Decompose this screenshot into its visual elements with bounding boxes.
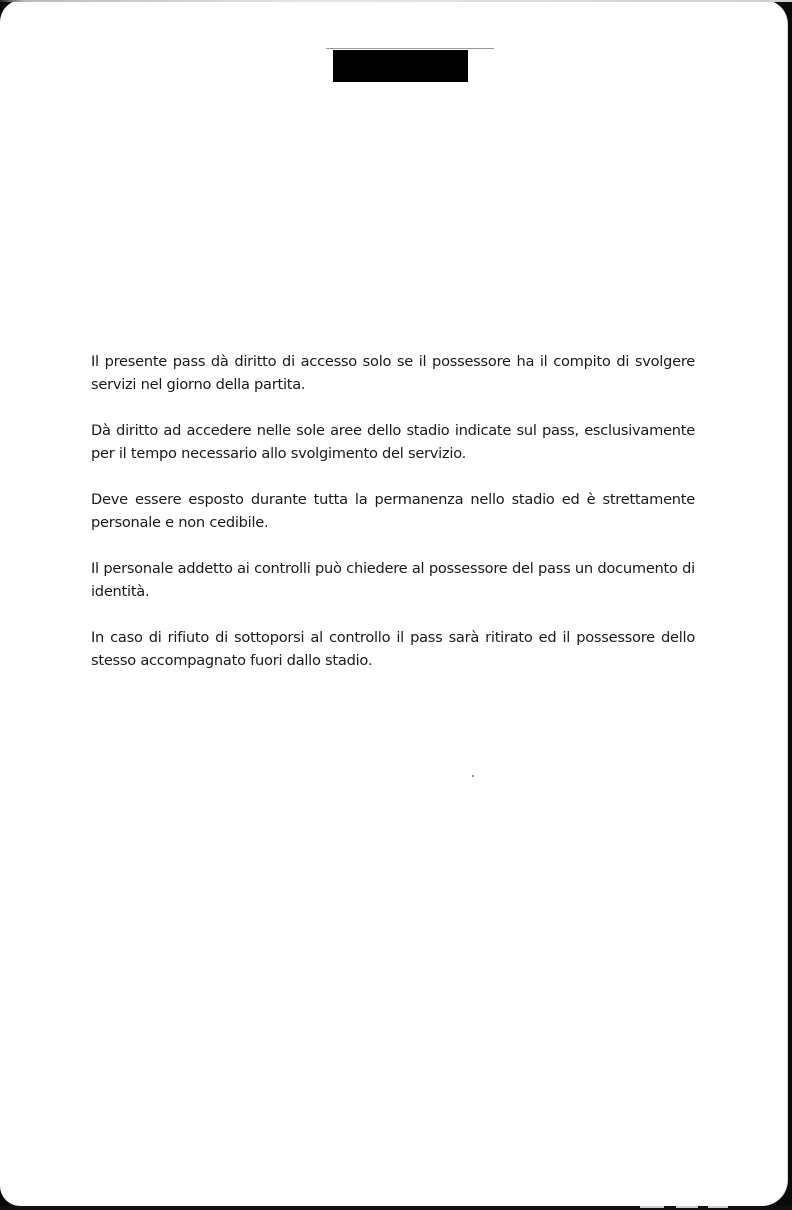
terms-paragraph-4: Il personale addetto ai controlli può chiedere al possessore del pass un documento di identità. — [91, 560, 695, 600]
terms-paragraph-5: In caso di rifiuto di sottoporsi al controllo il pass sarà ritirato ed il possessore dello stesso accompagnato fuori dallo stadio. — [91, 629, 695, 669]
card-top-edge — [0, 0, 792, 2]
terms-paragraph-2: Dà diritto ad accedere nelle sole aree dello stadio indicate sul pass, esclusivamente per il tempo necessario allo svolgimento del servizio. — [91, 422, 695, 462]
pass-terms — [91, 350, 695, 695]
terms-paragraph-1: Il presente pass dà diritto di accesso solo se il possessore ha il compito di svolgere servizi nel giorno della partita. — [91, 353, 695, 393]
slot-edge-line — [326, 48, 494, 49]
scan-bottom-dash — [640, 1206, 664, 1208]
terms-paragraph-3: Deve essere esposto durante tutta la permanenza nello stadio ed è strettamente personale e non cedibile. — [91, 491, 695, 531]
redacted-slot — [333, 50, 468, 82]
scan-bottom-dash — [676, 1206, 698, 1208]
scan-bottom-dash — [708, 1206, 728, 1208]
paper-speck — [472, 775, 474, 777]
scan-bottom-edge — [0, 1206, 792, 1210]
